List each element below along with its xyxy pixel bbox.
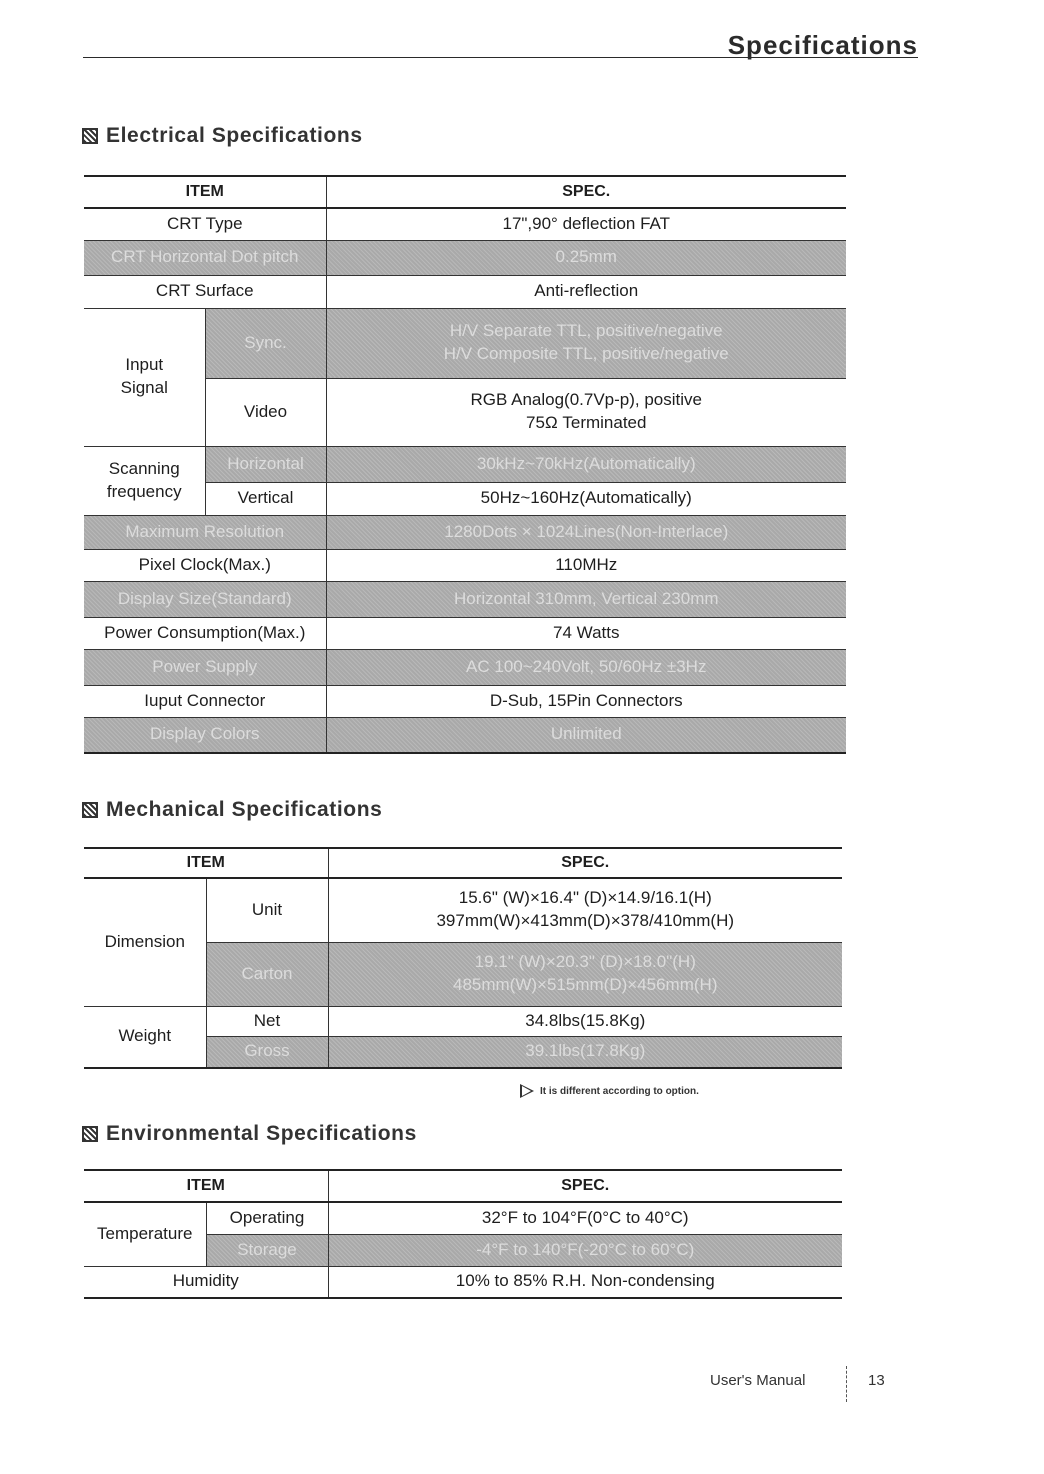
spec-cell: Horizontal 310mm, Vertical 230mm [326, 581, 846, 617]
spec-cell: 34.8lbs(15.8Kg) [328, 1006, 842, 1036]
item-cell: Power Supply [84, 649, 326, 685]
mechanical-table [84, 847, 842, 1069]
table-row [84, 581, 846, 617]
spec-cell: 50Hz~160Hz(Automatically) [326, 482, 846, 515]
spec-cell: 10% to 85% R.H. Non-condensing [328, 1266, 842, 1298]
table-row [84, 717, 846, 753]
spec-line: H/V Composite TTL, positive/negative [443, 344, 729, 363]
spec-cell: 32°F to 104°F(0°C to 40°C) [328, 1202, 842, 1234]
table-row [84, 878, 842, 942]
environmental-heading [82, 1122, 417, 1146]
item-cell: Power Consumption(Max.) [84, 617, 326, 649]
sub-item-cell: Unit [206, 878, 328, 942]
footer-manual: User's Manual [710, 1372, 806, 1389]
section-square-icon [82, 1126, 98, 1142]
spec-line: 75Ω Terminated [526, 413, 647, 432]
col-item-header: ITEM [84, 1170, 328, 1202]
item-cell: Display Colors [84, 717, 326, 753]
col-item-header: ITEM [84, 848, 328, 878]
spec-cell: 17",90° deflection FAT [326, 208, 846, 240]
sub-item-cell: Operating [206, 1202, 328, 1234]
sub-item-cell: Sync. [205, 308, 326, 378]
spec-line: 15.6" (W)×16.4" (D)×14.9/16.1(H) [458, 888, 712, 908]
item-cell: Maximum Resolution [84, 515, 326, 549]
table-row [84, 685, 846, 717]
spec-line: RGB Analog(0.7Vp-p), positive [470, 390, 702, 410]
sub-item-cell: Carton [206, 942, 328, 1006]
item-cell: Iuput Connector [84, 685, 326, 717]
sub-item-cell: Horizontal [205, 446, 326, 482]
sub-item-cell: Gross [206, 1036, 328, 1068]
col-spec-header: SPEC. [328, 848, 842, 878]
page-number: 13 [868, 1372, 885, 1389]
table-row [84, 1202, 842, 1234]
col-spec-header: SPEC. [328, 1170, 842, 1202]
electrical-heading [82, 124, 363, 148]
sub-item-cell: Vertical [205, 482, 326, 515]
item-cell: CRT Horizontal Dot pitch [84, 240, 326, 275]
item-cell: Pixel Clock(Max.) [84, 549, 326, 581]
spec-cell: 0.25mm [326, 240, 846, 275]
spec-cell: 110MHz [326, 549, 846, 581]
table-row [84, 208, 846, 240]
table-row [84, 446, 846, 482]
table-row [84, 649, 846, 685]
environmental-heading-text: Environmental Specifications [106, 1122, 417, 1145]
section-square-icon [82, 128, 98, 144]
spec-line: 485mm(W)×515mm(D)×456mm(H) [453, 975, 718, 994]
electrical-table [84, 175, 846, 754]
col-item-header: ITEM [84, 176, 326, 208]
spec-cell: 74 Watts [326, 617, 846, 649]
section-square-icon [82, 802, 98, 818]
table-row [84, 308, 846, 378]
table-row [84, 240, 846, 275]
option-note-text: It is different according to option. [540, 1085, 699, 1097]
col-spec-header: SPEC. [326, 176, 846, 208]
spec-cell: D-Sub, 15Pin Connectors [326, 685, 846, 717]
mechanical-heading [82, 798, 382, 822]
table-row [84, 275, 846, 308]
spec-cell: 30kHz~70kHz(Automatically) [326, 446, 846, 482]
spec-cell [328, 942, 842, 1006]
table-row [84, 549, 846, 581]
item-cell: Display Size(Standard) [84, 581, 326, 617]
item-cell: CRT Type [84, 208, 326, 240]
spec-cell: 1280Dots × 1024Lines(Non-Interlace) [326, 515, 846, 549]
environmental-table [84, 1169, 842, 1299]
electrical-heading-text: Electrical Specifications [106, 124, 363, 147]
option-note [520, 1084, 699, 1098]
spec-cell: -4°F to 140°F(-20°C to 60°C) [328, 1234, 842, 1266]
spec-cell [326, 308, 846, 378]
sub-item-cell: Storage [206, 1234, 328, 1266]
item-cell: CRT Surface [84, 275, 326, 308]
table-row [84, 1006, 842, 1036]
arrow-right-icon [520, 1084, 534, 1098]
spec-line: 19.1" (W)×20.3" (D)×18.0"(H) [474, 952, 696, 972]
spec-cell: Unlimited [326, 717, 846, 753]
table-row [84, 1266, 842, 1298]
sub-item-cell: Video [205, 378, 326, 446]
spec-cell [326, 378, 846, 446]
page-title: Specifications [727, 30, 918, 60]
group-cell: Scanning frequency [84, 446, 205, 515]
footer-divider [846, 1366, 847, 1402]
group-cell: Dimension [84, 878, 206, 1006]
table-row [84, 617, 846, 649]
spec-line: H/V Separate TTL, positive/negative [449, 321, 723, 341]
table-row [84, 515, 846, 549]
group-cell: Input Signal [84, 308, 205, 446]
spec-line: 397mm(W)×413mm(D)×378/410mm(H) [436, 911, 735, 931]
sub-item-cell: Net [206, 1006, 328, 1036]
item-cell: Humidity [84, 1266, 328, 1298]
group-cell: Temperature [84, 1202, 206, 1266]
group-cell: Weight [84, 1006, 206, 1068]
spec-cell: Anti-reflection [326, 275, 846, 308]
spec-cell [328, 878, 842, 942]
spec-cell: 39.1lbs(17.8Kg) [328, 1036, 842, 1068]
spec-cell: AC 100~240Volt, 50/60Hz ±3Hz [326, 649, 846, 685]
mechanical-heading-text: Mechanical Specifications [106, 798, 383, 821]
